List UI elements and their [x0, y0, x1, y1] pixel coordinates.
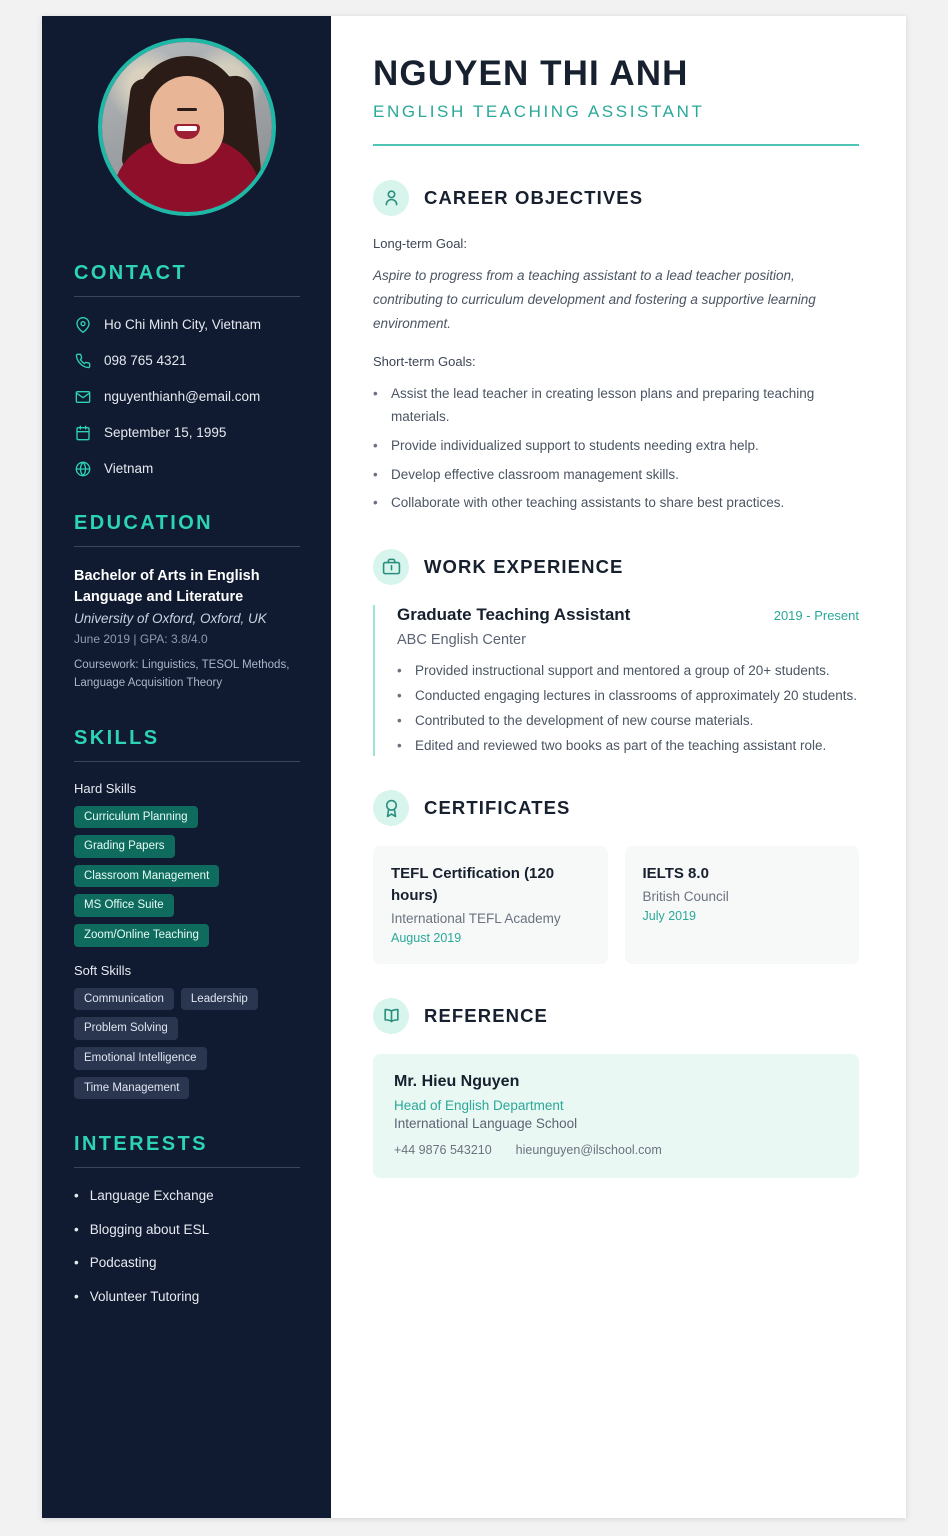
reference-organization: International Language School: [394, 1115, 578, 1131]
contact-phone-text: 098 765 4321: [104, 353, 187, 369]
long-term-goal-text: Aspire to progress from a teaching assistant to a lead teacher position, contributing to curriculum development and fostering a supportive learning environment.: [373, 267, 816, 331]
bullet-dot: •: [373, 385, 378, 401]
reference-phone: +44 9876 543210: [394, 1142, 492, 1157]
certificate-card: [373, 846, 608, 964]
section-title: REFERENCE: [424, 1004, 548, 1026]
section-header: [373, 998, 859, 1034]
resume-page: [42, 16, 906, 1518]
bullet-dot: •: [373, 466, 378, 482]
open-book-icon: [373, 998, 409, 1034]
bullet-dot: •: [397, 687, 402, 703]
list-item: [74, 1254, 300, 1272]
certificate-card: [625, 846, 860, 964]
bullet-dot: •: [74, 1288, 79, 1304]
reference-card: [373, 1054, 859, 1178]
divider: [74, 1167, 300, 1168]
education-coursework: Coursework: Linguistics, TESOL Methods, Language Acquisition Theory: [74, 658, 290, 689]
certificate-date: July 2019: [642, 909, 697, 924]
experience-bullet-text: Conducted engaging lectures in classrooms of approximately 20 students.: [415, 687, 857, 703]
work-experience-section: [373, 549, 859, 756]
section-header: [373, 790, 859, 826]
skill-tag: Communication: [74, 988, 174, 1011]
list-item: [373, 434, 859, 458]
award-icon: [373, 790, 409, 826]
certificate-date: August 2019: [391, 930, 462, 945]
hard-skills-label: Hard Skills: [74, 780, 137, 796]
list-item: [397, 710, 859, 732]
experience-bullet-text: Contributed to the development of new course materials.: [415, 712, 754, 728]
photo-eye-right: [184, 108, 197, 111]
list-item: [397, 685, 859, 707]
experience-bullet-text: Provided instructional support and mentored a group of 20+ students.: [415, 662, 830, 678]
section-title: WORK EXPERIENCE: [424, 555, 624, 577]
contact-email-text: nguyenthianh@email.com: [104, 389, 261, 405]
skill-tag: MS Office Suite: [74, 894, 174, 917]
skills-section: [74, 727, 300, 1100]
short-term-goals-list: [373, 382, 859, 515]
career-objectives-section: [373, 180, 859, 515]
education-section: [74, 512, 300, 693]
certificates-grid: [373, 846, 859, 964]
skill-tag: Curriculum Planning: [74, 806, 198, 829]
list-item: [74, 1288, 300, 1306]
skill-tag: Zoom/Online Teaching: [74, 924, 209, 947]
interest-text: Volunteer Tutoring: [89, 1288, 200, 1304]
skill-tag: Classroom Management: [74, 865, 219, 888]
list-item: [397, 735, 859, 757]
soft-skills-list: [74, 988, 300, 1100]
contact-birthdate-text: September 15, 1995: [104, 425, 227, 441]
goal-text: Develop effective classroom management skills.: [391, 466, 679, 482]
section-title: CERTIFICATES: [424, 797, 571, 819]
soft-skills-label: Soft Skills: [74, 962, 132, 978]
contact-section: [74, 262, 300, 478]
reference-section: [373, 998, 859, 1178]
globe-icon: [74, 460, 92, 478]
bullet-dot: •: [397, 737, 402, 753]
reference-email: hieunguyen@ilschool.com: [515, 1142, 662, 1157]
interests-heading: INTERESTS: [74, 1133, 208, 1156]
contact-item-birthdate: [74, 424, 300, 442]
section-header: [373, 180, 859, 216]
education-degree: Bachelor of Arts in English Language and Literature: [74, 568, 260, 606]
person-icon: [373, 180, 409, 216]
reference-name: Mr. Hieu Nguyen: [394, 1072, 520, 1090]
certificate-organization: British Council: [642, 889, 729, 905]
divider: [74, 761, 300, 762]
avatar: [98, 38, 276, 216]
divider: [74, 296, 300, 297]
skill-tag: Grading Papers: [74, 835, 175, 858]
contact-item-phone: [74, 352, 300, 370]
phone-icon: [74, 352, 92, 370]
interests-section: [74, 1133, 300, 1305]
section-title: CAREER OBJECTIVES: [424, 186, 644, 208]
bullet-dot: •: [74, 1221, 79, 1237]
header-divider: [373, 144, 859, 146]
skill-tag: Problem Solving: [74, 1017, 178, 1040]
education-heading: EDUCATION: [74, 512, 214, 534]
job-role-subtitle: ENGLISH TEACHING ASSISTANT: [373, 101, 705, 121]
sidebar: [42, 16, 331, 1518]
reference-contact: [394, 1143, 838, 1157]
experience-entry: [373, 605, 859, 756]
contact-location-text: Ho Chi Minh City, Vietnam: [104, 317, 262, 333]
skill-tag: Time Management: [74, 1077, 189, 1100]
interest-text: Podcasting: [89, 1255, 157, 1271]
bullet-dot: •: [397, 712, 402, 728]
bullet-dot: •: [373, 438, 378, 454]
goal-text: Provide individualized support to students needing extra help.: [391, 438, 759, 454]
contact-item-location: [74, 316, 300, 334]
calendar-icon: [74, 424, 92, 442]
main-content: [331, 16, 906, 1518]
photo-mouth: [174, 124, 200, 139]
divider: [74, 546, 300, 547]
bullet-dot: •: [74, 1188, 79, 1204]
certificate-organization: International TEFL Academy: [391, 910, 561, 926]
contact-item-email: [74, 388, 300, 406]
list-item: [373, 463, 859, 487]
experience-date: 2019 - Present: [773, 607, 859, 623]
education-school: University of Oxford, Oxford, UK: [74, 611, 267, 627]
interest-text: Language Exchange: [89, 1188, 214, 1204]
hard-skills-list: [74, 806, 300, 947]
experience-bullet-text: Edited and reviewed two books as part of the teaching assistant role.: [415, 737, 827, 753]
goal-text: Collaborate with other teaching assistants to share best practices.: [391, 495, 785, 511]
education-meta: June 2019 | GPA: 3.8/4.0: [74, 631, 208, 646]
page-title: NGUYEN THI ANH: [373, 54, 689, 93]
location-pin-icon: [74, 316, 92, 334]
goal-text: Assist the lead teacher in creating lesson plans and preparing teaching materials.: [391, 385, 815, 425]
skills-heading: SKILLS: [74, 726, 160, 749]
experience-organization: ABC English Center: [397, 631, 526, 648]
interest-text: Blogging about ESL: [89, 1221, 210, 1237]
contact-item-nationality: [74, 460, 300, 478]
short-term-goals-label: Short-term Goals:: [373, 353, 476, 369]
list-item: [373, 382, 859, 429]
reference-role: Head of English Department: [394, 1097, 564, 1113]
photo-face: [150, 76, 224, 164]
certificate-name: TEFL Certification (120 hours): [391, 865, 555, 905]
section-header: [373, 549, 859, 585]
briefcase-icon: [373, 549, 409, 585]
skill-tag: Emotional Intelligence: [74, 1047, 207, 1070]
contact-nationality-text: Vietnam: [104, 461, 154, 477]
list-item: [373, 491, 859, 515]
long-term-goal-label: Long-term Goal:: [373, 235, 467, 251]
contact-heading: CONTACT: [74, 262, 188, 284]
experience-header: [397, 605, 859, 625]
skill-tag: Leadership: [181, 988, 258, 1011]
list-item: [74, 1221, 300, 1239]
bullet-dot: •: [373, 495, 378, 511]
certificates-section: [373, 790, 859, 964]
bullet-dot: •: [74, 1255, 79, 1271]
envelope-icon: [74, 388, 92, 406]
list-item: [74, 1187, 300, 1205]
list-item: [397, 660, 859, 682]
experience-bullets: [397, 660, 859, 756]
certificate-name: IELTS 8.0: [642, 865, 709, 883]
bullet-dot: •: [397, 662, 402, 678]
experience-role: Graduate Teaching Assistant: [397, 604, 631, 624]
